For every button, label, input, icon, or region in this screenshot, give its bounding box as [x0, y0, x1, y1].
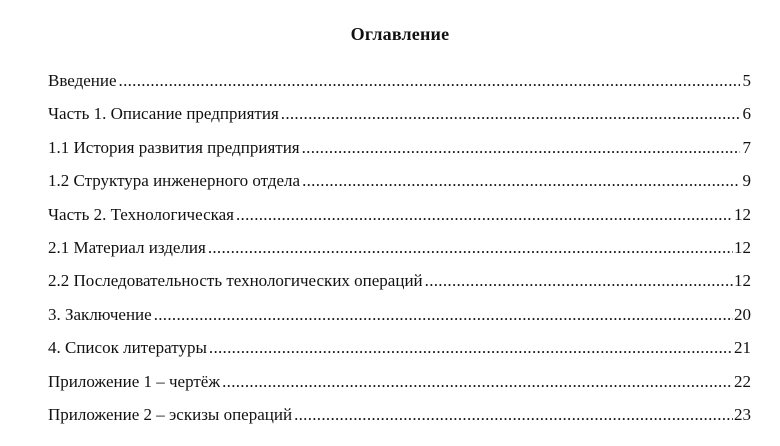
toc-entry-label: 2.2 Последовательность технологических операций — [48, 271, 423, 291]
toc-entry-references — [48, 331, 751, 364]
toc-entry-label: Введение — [48, 71, 117, 90]
toc-entry-part-1 — [48, 97, 751, 130]
dot-leader — [425, 264, 733, 297]
toc-entry-page: 6 — [742, 104, 751, 124]
toc-entry-1-2 — [48, 164, 751, 197]
toc-entry-page: 20 — [734, 304, 751, 324]
toc-entry-page: 12 — [734, 271, 751, 291]
toc-entry-label: 3. Заключение — [48, 304, 152, 324]
toc-entry-page: 23 — [734, 404, 751, 424]
toc-entry-appendix-1 — [48, 365, 751, 398]
dot-leader — [302, 131, 740, 164]
toc-entry-page: 9 — [742, 171, 751, 191]
toc-entry-label: 4. Список литературы — [48, 338, 207, 358]
toc-entry-2-2 — [48, 264, 751, 297]
dot-leader — [119, 64, 740, 97]
dot-leader — [209, 331, 733, 364]
toc-entry-introduction — [48, 64, 751, 97]
dot-leader — [154, 298, 733, 331]
dot-leader — [302, 164, 740, 197]
toc-entry-page: 21 — [734, 338, 751, 358]
toc-entry-label: 1.2 Структура инженерного отдела — [48, 171, 301, 191]
toc-entry-page: 22 — [734, 371, 751, 391]
toc-entry-page: 5 — [742, 71, 751, 90]
toc-entry-page: 12 — [734, 237, 751, 257]
toc-entry-page: 7 — [742, 137, 751, 157]
toc-entry-label: 1.1 История развития предприятия — [48, 137, 300, 157]
dot-leader — [236, 198, 733, 231]
toc-entry-part-2 — [48, 198, 751, 231]
toc-entry-label: Часть 2. Технологическая — [48, 204, 234, 224]
toc-entry-1-1 — [48, 131, 751, 164]
toc-entry-2-1 — [48, 231, 751, 264]
toc-entry-conclusion — [48, 298, 751, 331]
dot-leader — [294, 398, 733, 431]
dot-leader — [222, 365, 733, 398]
dot-leader — [281, 97, 740, 130]
toc-entry-page: 12 — [734, 204, 751, 224]
toc-entry-label: Приложение 1 – чертёж — [48, 371, 221, 391]
toc-entry-appendix-2 — [48, 398, 751, 431]
document-title: Оглавление — [350, 24, 450, 44]
toc-entry-label: 2.1 Материал изделия — [48, 237, 206, 257]
dot-leader — [208, 231, 733, 264]
toc-entry-label: Приложение 2 – эскизы операций — [48, 404, 293, 424]
table-of-contents — [48, 64, 751, 431]
toc-entry-label: Часть 1. Описание предприятия — [48, 104, 279, 124]
